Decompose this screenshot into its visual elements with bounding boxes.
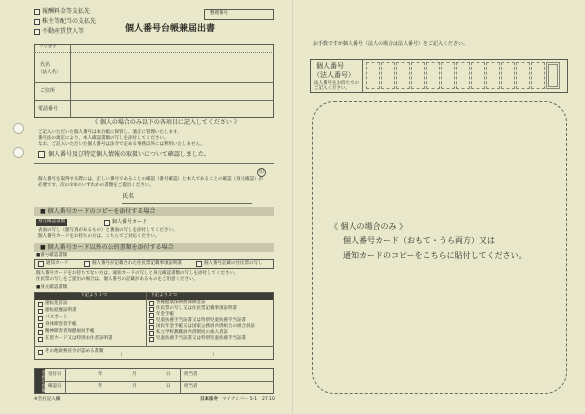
number-note: 法人番号をお持ちでの xyxy=(314,81,359,86)
section1-title: ■ 個人番号カードのコピーを添付する場合 xyxy=(40,208,156,215)
digit-cell[interactable] xyxy=(501,62,515,89)
id-doc-checkbox[interactable] xyxy=(38,309,43,314)
digit-cell[interactable] xyxy=(411,62,425,89)
id-doc-option: 年金手帳 xyxy=(156,312,174,317)
digit-cell[interactable] xyxy=(456,62,470,89)
digit-cell[interactable] xyxy=(366,62,380,89)
id-doc-checkbox[interactable] xyxy=(38,316,43,321)
identity-text-line: 必要です。次の①②のいずれかの書類をご提出ください。 xyxy=(38,183,154,188)
address-input[interactable] xyxy=(72,83,272,99)
form-date: 27.10 xyxy=(262,397,275,402)
id-doc-checkbox[interactable] xyxy=(38,323,43,328)
recipient-option-checkbox[interactable] xyxy=(34,29,40,35)
identity-text-line: 個人番号を取得する際には、正しい番号であることの確認（番号確認）と本人であることの確認（身元確認）が xyxy=(38,177,263,182)
phone-input[interactable] xyxy=(72,101,272,117)
mynumber-card-label: 個人番号カード xyxy=(112,219,148,225)
digit-cell[interactable] xyxy=(396,62,410,89)
form-number: マイナンバー 5-1 xyxy=(222,397,258,402)
notice-title: 《 個人の場合のみ以下の各項目に記入してください 》 xyxy=(92,119,240,126)
digit-cell[interactable] xyxy=(441,62,455,89)
confirmed-date-label: 確認日 xyxy=(48,384,62,389)
digit-cell[interactable] xyxy=(546,62,560,89)
id-doc-option: 運転免許証 xyxy=(45,301,68,306)
digit-cell[interactable] xyxy=(531,62,545,89)
day-label: 日 xyxy=(166,384,171,389)
digit-cell[interactable] xyxy=(516,62,530,89)
id-doc-option: 各種健康保険被保険者証 xyxy=(156,300,206,305)
id-doc-option: 私立学校教職員共済制度の加入者証 xyxy=(156,330,228,335)
id-doc-option: 精神障害者保健福祉手帳 xyxy=(45,329,95,334)
personal-number-label: 個人番号 xyxy=(316,62,344,70)
staff-label: 担当者 xyxy=(184,384,198,389)
reference-number-label: 整理番号 xyxy=(210,11,228,16)
section2-title: ■ 個人番号カード以外の公的書類を添付する場合 xyxy=(40,244,174,251)
furigana-label: フリガナ xyxy=(39,45,57,50)
name-input[interactable] xyxy=(72,54,272,81)
number-note: ご記入ください。 xyxy=(314,86,350,91)
binder-hole xyxy=(13,147,24,158)
page-title: 個人番号台帳兼届出書 xyxy=(125,24,216,34)
number-doc-label: ■番号確認書類 xyxy=(36,253,68,258)
recipient-option-label: 株主等配当の支払先 xyxy=(42,18,97,25)
id-doc-checkbox[interactable] xyxy=(38,330,43,335)
recipient-option-checkbox[interactable] xyxy=(34,9,40,15)
id-doc-option: 児童扶養手当証書又は特別児童扶養手当証書 xyxy=(156,318,246,323)
digit-cell[interactable] xyxy=(471,62,485,89)
office-use-label: 事務処理欄 xyxy=(35,369,45,393)
corporate-number-label: （法人番号） xyxy=(313,71,355,79)
number-doc-option: 個人番号が記載された住民票記載事項証明書 xyxy=(92,261,182,266)
number-doc-option: 通知カード xyxy=(46,261,69,266)
section1-text: 表面の写し（顔写真があるもの）と裏面の写しを添付してください。 xyxy=(38,228,178,233)
other-doc-checkbox[interactable] xyxy=(38,350,43,355)
binder-hole xyxy=(13,123,24,134)
id-doc-option: 運転経歴証明書 xyxy=(45,308,77,313)
address-label: ご住所 xyxy=(40,88,56,94)
section2-title-text: 個人番号カード以外の公的書類を添付する場合 xyxy=(47,244,174,251)
mynumber-card-checkbox[interactable] xyxy=(104,220,110,226)
recipient-option-label: 不動産賃貸人等 xyxy=(42,28,85,35)
id-doc-option: 国民年金手帳又は国家公務員共済組合の組合員証 xyxy=(156,324,255,329)
id-doc-label: ■身元確認書類 xyxy=(36,285,68,290)
notice-line: なお、ご記入いただいた個人番号は法令で定める事務以外には利用いたしません。 xyxy=(38,142,205,147)
notice-line: 番号法の規定により、本人確認書類の写しを添付してください。 xyxy=(38,136,169,141)
other-doc-paren: （ ） xyxy=(118,353,217,358)
number-doc-checkbox[interactable] xyxy=(84,261,90,267)
id-doc-checkbox[interactable] xyxy=(149,337,154,342)
phone-label: 電話番号 xyxy=(38,106,59,112)
id-doc-checkbox[interactable] xyxy=(149,319,154,324)
number-request-text: お手数ですが個人番号（法人の場合は法人番号）をご記入ください。 xyxy=(313,41,469,47)
recipient-option-checkbox[interactable] xyxy=(34,19,40,25)
month-label: 月 xyxy=(132,384,137,389)
paste-instruction: 個人番号カード（おもて・うら両方）又は xyxy=(343,236,495,245)
signature-label: 氏名 xyxy=(122,193,135,200)
paste-title-text: 個人の場合のみ xyxy=(340,222,397,231)
recipient-option-label: 報酬料金等支払先 xyxy=(42,8,91,15)
id-doc-checkbox[interactable] xyxy=(149,313,154,318)
reference-number-field[interactable] xyxy=(204,9,274,20)
digit-cell[interactable] xyxy=(426,62,440,89)
id-doc-option: 住民票の写し又は住民票記載事項証明書 xyxy=(156,306,237,311)
col-right-header: 下記より２つ xyxy=(150,293,177,298)
signature-line[interactable] xyxy=(122,203,252,204)
id-doc-checkbox[interactable] xyxy=(38,302,43,307)
digit-cell[interactable] xyxy=(486,62,500,89)
name-sub-label: （法人名） xyxy=(38,70,61,75)
month-label: 月 xyxy=(132,372,137,377)
id-doc-option: 在留カード又は特別永住者証明書 xyxy=(45,336,113,341)
digit-cell[interactable] xyxy=(381,62,395,89)
received-date-label: 受付日 xyxy=(48,372,62,377)
number-doc-option: 個人番号記載の住民票の写し xyxy=(204,261,263,266)
notice-line: ご記入いただいた個人番号は本台帳に保管し、適正に管理いたします。 xyxy=(38,130,182,135)
consent-label: 個人番号及び特定個人情報の取扱いについて確認しました。 xyxy=(48,151,210,158)
doc-check-label: 身元確認書類 xyxy=(38,219,65,224)
year-label: 年 xyxy=(98,372,103,377)
paste-title: 《 個人の場合のみ 》 xyxy=(330,222,408,231)
number-doc-text: 個人番号カードをお持ちでない方は、通知カードの写しと身元確認書類の写しを添付してください。 xyxy=(36,271,239,276)
number-doc-checkbox[interactable] xyxy=(196,261,202,267)
year-label: 年 xyxy=(98,384,103,389)
id-doc-checkbox[interactable] xyxy=(38,337,43,342)
other-doc-label: その他財務省令が認める書類 xyxy=(45,349,104,354)
day-label: 日 xyxy=(166,372,171,377)
section1-title-text: 個人番号カードのコピーを添付する場合 xyxy=(47,208,156,215)
number-doc-checkbox[interactable] xyxy=(38,261,44,267)
col-left-header: 下記より１つ xyxy=(80,293,107,298)
footer-note: ※会社記入欄 xyxy=(34,397,61,402)
id-doc-option: 児童扶養手当証書又は特別児童扶養手当証書 xyxy=(156,336,246,341)
id-doc-option: パスポート xyxy=(45,315,68,320)
publisher-name: 日本法令 xyxy=(200,397,218,402)
card-paste-area[interactable] xyxy=(312,101,567,394)
id-doc-checkbox[interactable] xyxy=(149,331,154,336)
id-doc-checkbox[interactable] xyxy=(149,301,154,306)
id-doc-option: 身体障害者手帳 xyxy=(45,322,77,327)
number-doc-text: 住民票の写しをご提出の場合は、個人番号の記載があるものをご用意ください。 xyxy=(36,277,198,282)
id-doc-checkbox[interactable] xyxy=(149,307,154,312)
consent-checkbox[interactable] xyxy=(38,151,45,158)
staff-label: 担当者 xyxy=(184,372,198,377)
id-doc-checkbox[interactable] xyxy=(149,325,154,330)
paste-instruction: 通知カードのコピーをこちらに貼付してください。 xyxy=(343,251,527,260)
notice-title-text: 個人の場合のみ以下の各項目に記入してください xyxy=(99,119,232,126)
name-label: 氏名 xyxy=(40,62,51,68)
section1-text: 個人番号カードをお持ちの方は、こちらでご対応ください。 xyxy=(38,234,160,239)
page-fold xyxy=(292,0,293,414)
seal-mark: 印 xyxy=(259,169,265,175)
